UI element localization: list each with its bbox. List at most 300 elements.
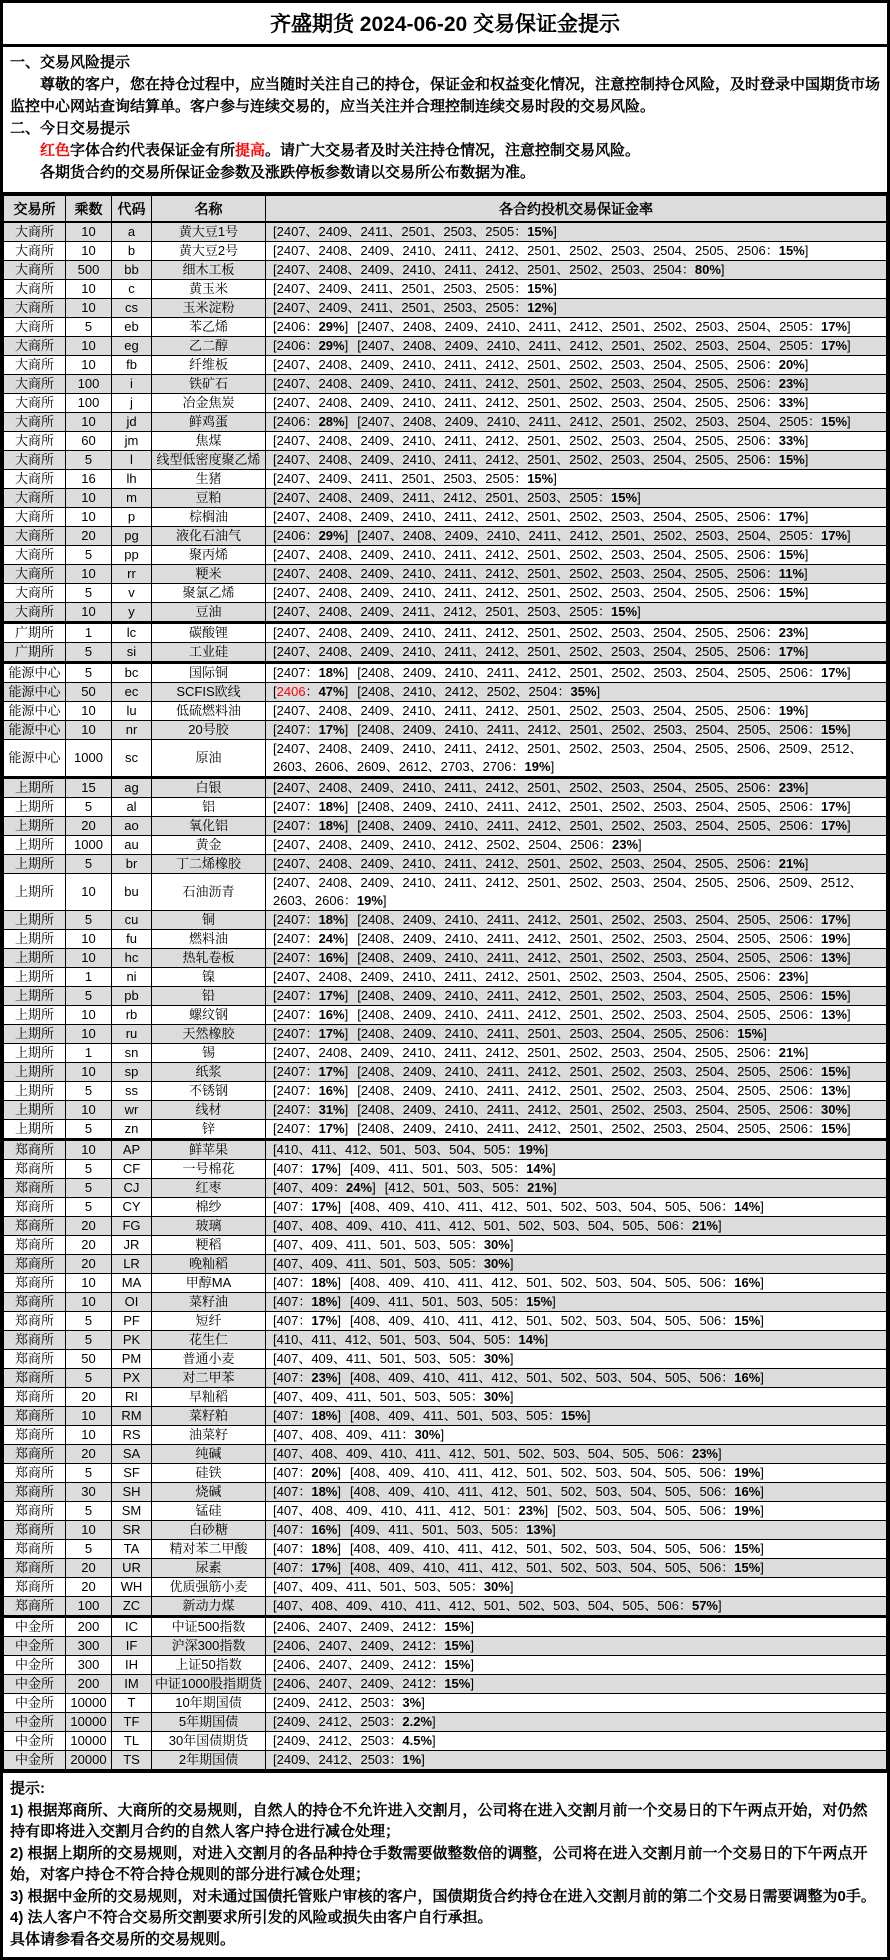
exchange-cell: 中金所 xyxy=(4,1732,66,1751)
margin-rate: 18% xyxy=(311,1275,338,1290)
margin-rates-cell xyxy=(266,778,887,798)
code-cell: IC xyxy=(112,1617,152,1637)
margin-rate: 30% xyxy=(483,1237,510,1252)
table-row xyxy=(4,242,887,261)
margin-rates-cell xyxy=(266,375,887,394)
exchange-cell: 中金所 xyxy=(4,1675,66,1694)
margin-segment: [407：17%] xyxy=(273,1199,341,1214)
contract-list: 2408、2409、2410、2411、2412、2501、2502、2503、2504、2505、2506 xyxy=(360,988,808,1003)
multiplier-cell: 5 xyxy=(66,1464,112,1483)
margin-segment: [408、409、410、411、412、501、502、503、504、505、506：16%] xyxy=(350,1484,764,1499)
table-row xyxy=(4,1217,887,1236)
margin-rate: 31% xyxy=(318,1102,345,1117)
table-row xyxy=(4,1293,887,1312)
margin-rates-cell xyxy=(266,1445,887,1464)
margin-segment: [407：18%] xyxy=(273,1408,341,1423)
name-cell: 原油 xyxy=(152,740,266,778)
name-cell: 5年期国债 xyxy=(152,1713,266,1732)
margin-rates-cell xyxy=(266,721,887,740)
margin-segment: [2408、2409、2410、2411、2412、2501、2502、2503、2504、2505、2506：17%] xyxy=(357,799,851,814)
margin-segment: [2408、2410、2412、2502、2504：35%] xyxy=(357,684,601,699)
margin-segment: [2407、2408、2409、2410、2411、2412、2501、2502、2503、2504、2505、2506：19%] xyxy=(273,703,809,718)
margin-rate: 20% xyxy=(778,357,805,372)
contract-list: 2407、2408、2409、2410、2411、2412、2501、2502、2503、2504、2505 xyxy=(360,528,808,543)
table-row xyxy=(4,930,887,949)
code-cell: br xyxy=(112,855,152,874)
margin-segment: [407、409、411、501、503、505：30%] xyxy=(273,1351,514,1366)
margin-segment: [2407、2409、2411、2501、2503、2505：12%] xyxy=(273,300,557,315)
exchange-cell: 中金所 xyxy=(4,1713,66,1732)
margin-rates-cell xyxy=(266,318,887,337)
margin-segment: [2407：16%] xyxy=(273,1083,349,1098)
margin-rates-cell xyxy=(266,1597,887,1617)
table-row xyxy=(4,836,887,855)
contract-list: 2408、2409、2410、2411、2412、2501、2502、2503、2504、2505、2506 xyxy=(360,818,808,833)
multiplier-cell: 10000 xyxy=(66,1732,112,1751)
exchange-cell: 大商所 xyxy=(4,261,66,280)
contract-list: 407、409、411、501、503、505 xyxy=(276,1389,471,1404)
table-row xyxy=(4,1751,887,1770)
code-cell: TF xyxy=(112,1713,152,1732)
margin-segment: [2407、2409、2411、2501、2503、2505：15%] xyxy=(273,471,557,486)
exchange-cell: 中金所 xyxy=(4,1694,66,1713)
name-cell: 10年期国债 xyxy=(152,1694,266,1713)
margin-segment: [407、408、409、410、411、412、501、502、503、504、505、506：57%] xyxy=(273,1598,722,1613)
name-cell: 菜籽粕 xyxy=(152,1407,266,1426)
multiplier-cell: 5 xyxy=(66,1540,112,1559)
margin-rate: 35% xyxy=(570,684,597,699)
exchange-cell: 上期所 xyxy=(4,874,66,911)
multiplier-cell: 5 xyxy=(66,584,112,603)
multiplier-cell: 10 xyxy=(66,1025,112,1044)
margin-segment: [2407、2408、2409、2410、2411、2412、2501、2502、2503、2504、2505、2506：21%] xyxy=(273,1045,809,1060)
margin-rate: 18% xyxy=(318,912,345,927)
margin-segment: [2408、2409、2410、2411、2412、2501、2502、2503、2504、2505、2506：17%] xyxy=(357,912,851,927)
name-cell: 黄金 xyxy=(152,836,266,855)
margin-rates-cell xyxy=(266,1140,887,1160)
code-cell: m xyxy=(112,489,152,508)
margin-rate: 15% xyxy=(821,722,848,737)
margin-rates-cell xyxy=(266,1637,887,1656)
margin-segment: [407：16%] xyxy=(273,1522,341,1537)
table-row xyxy=(4,740,887,778)
exchange-cell: 上期所 xyxy=(4,1101,66,1120)
multiplier-cell: 10 xyxy=(66,1426,112,1445)
multiplier-cell: 20 xyxy=(66,1578,112,1597)
contract-list: 2407 xyxy=(276,818,306,833)
code-cell: fb xyxy=(112,356,152,375)
margin-segment: [2407、2408、2409、2410、2411、2412、2501、2502、2503、2504、2505、2506：33%] xyxy=(273,433,809,448)
name-cell: 焦煤 xyxy=(152,432,266,451)
contract-list: 2408、2409、2410、2411、2412、2501、2502、2503、2504、2505、2506 xyxy=(360,665,808,680)
margin-segment: [2406、2407、2409、2412：15%] xyxy=(273,1619,474,1634)
exchange-cell: 郑商所 xyxy=(4,1388,66,1407)
exchange-cell: 上期所 xyxy=(4,949,66,968)
margin-rates-cell xyxy=(266,1388,887,1407)
code-cell: bc xyxy=(112,663,152,683)
code-cell: IH xyxy=(112,1656,152,1675)
name-cell: 精对苯二甲酸 xyxy=(152,1540,266,1559)
margin-rate: 18% xyxy=(318,665,345,680)
margin-segment: [2406：29%] xyxy=(273,338,349,353)
margin-rate: 19% xyxy=(778,703,805,718)
exchange-cell: 上期所 xyxy=(4,1063,66,1082)
margin-rates-cell xyxy=(266,489,887,508)
margin-rate: 24% xyxy=(346,1180,373,1195)
multiplier-cell: 10 xyxy=(66,565,112,584)
name-cell: 碳酸锂 xyxy=(152,623,266,643)
multiplier-cell: 10 xyxy=(66,603,112,623)
table-row xyxy=(4,603,887,623)
margin-segment: [2406：29%] xyxy=(273,528,349,543)
margin-segment: [2409、2412、2503：1%] xyxy=(273,1752,425,1767)
exchange-cell: 上期所 xyxy=(4,987,66,1006)
code-cell: UR xyxy=(112,1559,152,1578)
contract-list: 407 xyxy=(276,1408,299,1423)
margin-rate: 15% xyxy=(821,1121,848,1136)
exchange-cell: 郑商所 xyxy=(4,1521,66,1540)
exchange-cell: 郑商所 xyxy=(4,1540,66,1559)
name-cell: 黄玉米 xyxy=(152,280,266,299)
margin-rate: 23% xyxy=(778,969,805,984)
exchange-cell: 上期所 xyxy=(4,911,66,930)
margin-segment: [407：18%] xyxy=(273,1484,341,1499)
contract-list: 407、408、409、411 xyxy=(276,1427,402,1442)
exchange-cell: 郑商所 xyxy=(4,1369,66,1388)
margin-rates-cell xyxy=(266,451,887,470)
margin-rates-cell xyxy=(266,1255,887,1274)
margin-segment: [2408、2409、2410、2411、2412、2501、2502、2503、2504、2505、2506：19%] xyxy=(357,931,851,946)
margin-rate: 18% xyxy=(311,1484,338,1499)
margin-rates-cell xyxy=(266,1369,887,1388)
contract-list: 2407、2408、2409、2410、2411、2412、2501、2502、2503、2504 xyxy=(276,262,682,277)
margin-segment: [2407、2408、2409、2410、2411、2412、2501、2502、2503、2504、2505：17%] xyxy=(357,319,851,334)
table-row xyxy=(4,968,887,987)
red-text-segment: 提高 xyxy=(235,142,266,159)
code-cell: rb xyxy=(112,1006,152,1025)
code-cell: eb xyxy=(112,318,152,337)
code-cell: c xyxy=(112,280,152,299)
margin-segment: [2408、2409、2410、2411、2501、2503、2504、2505、2506：15%] xyxy=(357,1026,767,1041)
margin-rate: 57% xyxy=(691,1598,718,1613)
table-row xyxy=(4,1502,887,1521)
contract-list: 408、409、410、411、412、501、502、503、504、505、506 xyxy=(353,1313,722,1328)
table-row xyxy=(4,1521,887,1540)
multiplier-cell: 10 xyxy=(66,1006,112,1025)
margin-rate: 23% xyxy=(518,1503,545,1518)
contract-list: 2406 xyxy=(276,338,306,353)
contract-list: 2407 xyxy=(276,1083,306,1098)
table-row xyxy=(4,1101,887,1120)
margin-rates-cell xyxy=(266,623,887,643)
contract-list: 2407 xyxy=(276,722,306,737)
margin-rates-cell xyxy=(266,584,887,603)
margin-segment: [2407、2408、2409、2410、2411、2412、2501、2502、2503、2504、2505、2506：11%] xyxy=(273,566,808,581)
margin-rate: 15% xyxy=(611,490,638,505)
margin-rate: 18% xyxy=(318,799,345,814)
margin-rate: 12% xyxy=(527,300,554,315)
margin-rates-cell xyxy=(266,603,887,623)
margin-rate: 15% xyxy=(821,988,848,1003)
exchange-cell: 郑商所 xyxy=(4,1160,66,1179)
multiplier-cell: 10 xyxy=(66,930,112,949)
code-cell: rr xyxy=(112,565,152,584)
margin-segment: [407、409、411、501、503、505：30%] xyxy=(273,1256,514,1271)
contract-list: 2408、2409、2410、2411、2412、2501、2502、2503、2504、2505、2506 xyxy=(360,799,808,814)
multiplier-cell: 10 xyxy=(66,1407,112,1426)
table-row xyxy=(4,375,887,394)
margin-rates-cell xyxy=(266,432,887,451)
margin-rates-cell xyxy=(266,1617,887,1637)
code-cell: pb xyxy=(112,987,152,1006)
exchange-cell: 大商所 xyxy=(4,318,66,337)
margin-rate: 15% xyxy=(444,1619,471,1634)
multiplier-cell: 1000 xyxy=(66,740,112,778)
exchange-cell: 能源中心 xyxy=(4,721,66,740)
table-row xyxy=(4,1140,887,1160)
table-row xyxy=(4,1637,887,1656)
exchange-cell: 郑商所 xyxy=(4,1445,66,1464)
contract-list: 407、409、411、501、503、505 xyxy=(276,1579,471,1594)
multiplier-cell: 50 xyxy=(66,1350,112,1369)
multiplier-cell: 5 xyxy=(66,1120,112,1140)
margin-rates-cell xyxy=(266,949,887,968)
margin-segment: [2407、2408、2409、2410、2411、2412、2501、2502、2503、2504、2505、2506：15%] xyxy=(273,585,809,600)
margin-rate: 17% xyxy=(311,1199,338,1214)
margin-rate: 18% xyxy=(311,1541,338,1556)
exchange-cell: 郑商所 xyxy=(4,1350,66,1369)
multiplier-cell: 5 xyxy=(66,911,112,930)
contract-list: 2407、2408、2409、2411、2412、2501、2503、2505 xyxy=(276,604,599,619)
code-cell: PM xyxy=(112,1350,152,1369)
margin-segment: [2407：17%] xyxy=(273,988,349,1003)
contract-list: 2406 xyxy=(276,319,306,334)
margin-rate: 17% xyxy=(821,799,848,814)
multiplier-cell: 10 xyxy=(66,949,112,968)
name-cell: 30年国债期货 xyxy=(152,1732,266,1751)
margin-rates-cell xyxy=(266,1063,887,1082)
margin-rate: 17% xyxy=(318,1064,345,1079)
multiplier-cell: 10 xyxy=(66,337,112,356)
exchange-cell: 郑商所 xyxy=(4,1483,66,1502)
code-cell: nr xyxy=(112,721,152,740)
table-row xyxy=(4,222,887,242)
exchange-cell: 郑商所 xyxy=(4,1312,66,1331)
margin-rate: 23% xyxy=(778,376,805,391)
margin-rates-cell xyxy=(266,1483,887,1502)
code-cell: TS xyxy=(112,1751,152,1770)
name-cell: 线型低密度聚乙烯 xyxy=(152,451,266,470)
table-row xyxy=(4,1388,887,1407)
code-cell: i xyxy=(112,375,152,394)
table-row xyxy=(4,413,887,432)
margin-segment: [2407、2409、2411、2501、2503、2505：15%] xyxy=(273,281,557,296)
contract-list: 2407、2408、2409、2410、2411、2412、2501、2502、2503、2504、2505 xyxy=(360,319,808,334)
margin-rate: 18% xyxy=(318,818,345,833)
code-cell: RM xyxy=(112,1407,152,1426)
contract-list: 2409、2412、2503 xyxy=(276,1714,390,1729)
contract-list: 2407 xyxy=(276,931,306,946)
exchange-cell: 中金所 xyxy=(4,1637,66,1656)
exchange-cell: 郑商所 xyxy=(4,1274,66,1293)
table-row xyxy=(4,855,887,874)
margin-rates-cell xyxy=(266,740,887,778)
margin-segment: [2407：17%] xyxy=(273,1026,349,1041)
margin-rate: 23% xyxy=(612,837,639,852)
name-cell: SCFIS欧线 xyxy=(152,683,266,702)
exchange-cell: 上期所 xyxy=(4,968,66,987)
margin-rate: 17% xyxy=(821,528,848,543)
contract-list: 408、409、410、411、412、501、502、503、504、505、506 xyxy=(353,1370,722,1385)
contract-list: 2406、2407、2409、2412 xyxy=(276,1657,432,1672)
margin-segment: [407：17%] xyxy=(273,1560,341,1575)
name-cell: 纤维板 xyxy=(152,356,266,375)
name-cell: 油菜籽 xyxy=(152,1426,266,1445)
margin-segment: [408、409、410、411、412、501、502、503、504、505、506：16%] xyxy=(350,1275,764,1290)
name-cell: 石油沥青 xyxy=(152,874,266,911)
margin-rate: 16% xyxy=(318,950,345,965)
contract-list: 407、409 xyxy=(276,1180,334,1195)
code-cell: sn xyxy=(112,1044,152,1063)
contract-list: 2407、2408、2409、2410、2411、2412、2501、2502、2503、2504、2505、2506、2509、2512、2603、2606、2609、2612、2703、2706 xyxy=(273,741,863,774)
margin-rate: 18% xyxy=(311,1294,338,1309)
margin-segment: [408、409、411、501、503、505：15%] xyxy=(350,1408,591,1423)
margin-rate: 15% xyxy=(444,1638,471,1653)
multiplier-cell: 10 xyxy=(66,299,112,318)
name-cell: 玉米淀粉 xyxy=(152,299,266,318)
name-cell: 锡 xyxy=(152,1044,266,1063)
contract-list: 407 xyxy=(276,1484,299,1499)
multiplier-cell: 15 xyxy=(66,778,112,798)
exchange-cell: 郑商所 xyxy=(4,1198,66,1217)
name-cell: 铁矿石 xyxy=(152,375,266,394)
exchange-cell: 上期所 xyxy=(4,1044,66,1063)
name-cell: 乙二醇 xyxy=(152,337,266,356)
code-cell: lu xyxy=(112,702,152,721)
margin-rate: 23% xyxy=(311,1370,338,1385)
margin-rates-cell xyxy=(266,1293,887,1312)
margin-rate: 19% xyxy=(356,893,383,908)
margin-rates-cell xyxy=(266,1120,887,1140)
contract-list: 2408、2409、2410、2411、2412、2501、2502、2503、2504、2505、2506 xyxy=(360,912,808,927)
multiplier-cell: 10 xyxy=(66,222,112,242)
exchange-cell: 郑商所 xyxy=(4,1559,66,1578)
margin-rates-cell xyxy=(266,1331,887,1350)
footer-heading: 提示: xyxy=(10,1780,45,1797)
margin-rate: 17% xyxy=(311,1313,338,1328)
multiplier-cell: 100 xyxy=(66,375,112,394)
contract-list: 2408、2409、2410、2411、2412、2501、2502、2503、2504、2505、2506 xyxy=(360,722,808,737)
margin-rate: 19% xyxy=(524,759,551,774)
exchange-cell: 郑商所 xyxy=(4,1426,66,1445)
table-row xyxy=(4,356,887,375)
contract-list: 409、411、501、503、505 xyxy=(353,1522,514,1537)
margin-segment: [407、408、409、411：30%] xyxy=(273,1427,445,1442)
name-cell: 氧化铝 xyxy=(152,817,266,836)
table-row xyxy=(4,1369,887,1388)
multiplier-cell: 200 xyxy=(66,1675,112,1694)
contract-list: 2407、2408、2409、2410、2411、2412、2501、2502、2503、2504、2505 xyxy=(360,414,808,429)
name-cell: 2年期国债 xyxy=(152,1751,266,1770)
margin-segment: [2407、2408、2409、2410、2411、2412、2501、2502、2503、2504、2505、2506：15%] xyxy=(273,243,809,258)
multiplier-cell: 10 xyxy=(66,508,112,527)
margin-segment: [2407、2408、2409、2410、2411、2412、2501、2502、2503、2504、2505、2506：23%] xyxy=(273,376,809,391)
table-row xyxy=(4,1082,887,1101)
contract-list: 2407、2408、2409、2410、2411、2412、2501、2502、2503、2504、2505、2506 xyxy=(276,357,766,372)
margin-rate: 15% xyxy=(560,1408,587,1423)
table-row xyxy=(4,817,887,836)
multiplier-cell: 50 xyxy=(66,683,112,702)
name-cell: 普通小麦 xyxy=(152,1350,266,1369)
contract-list: 407 xyxy=(276,1541,299,1556)
multiplier-cell: 200 xyxy=(66,1617,112,1637)
margin-rate: 17% xyxy=(778,509,805,524)
contract-list: 2406 xyxy=(276,414,306,429)
name-cell: 白砂糖 xyxy=(152,1521,266,1540)
margin-segment: [407、408、409、410、411、412、501、502、503、504、505、506：21%] xyxy=(273,1218,722,1233)
code-cell: SR xyxy=(112,1521,152,1540)
margin-rate: 15% xyxy=(611,604,638,619)
multiplier-cell: 5 xyxy=(66,855,112,874)
exchange-cell: 大商所 xyxy=(4,394,66,413)
margin-segment: [408、409、410、411、412、501、502、503、504、505、506：19%] xyxy=(350,1465,764,1480)
margin-rate: 15% xyxy=(734,1541,761,1556)
table-row xyxy=(4,911,887,930)
contract-list: 407、409、411、501、503、505 xyxy=(276,1237,471,1252)
code-cell: RS xyxy=(112,1426,152,1445)
margin-segment: [2407：17%] xyxy=(273,1121,349,1136)
name-cell: 菜籽油 xyxy=(152,1293,266,1312)
table-row xyxy=(4,261,887,280)
table-row xyxy=(4,1540,887,1559)
margin-rate: 4.5% xyxy=(402,1733,433,1748)
margin-rates-cell xyxy=(266,1350,887,1369)
contract-list: 407 xyxy=(276,1313,299,1328)
margin-rates-cell xyxy=(266,874,887,911)
contract-list: 2408、2409、2410、2411、2412、2501、2502、2503、2504、2505、2506 xyxy=(360,1007,808,1022)
margin-segment: [2407：17%] xyxy=(273,722,349,737)
header-margin-rates: 各合约投机交易保证金率 xyxy=(266,196,887,223)
code-cell: y xyxy=(112,603,152,623)
margin-segment: [2409、2412、2503：4.5%] xyxy=(273,1733,436,1748)
margin-segment: [407：18%] xyxy=(273,1275,341,1290)
multiplier-cell: 5 xyxy=(66,798,112,817)
contract-list: 2408、2409、2410、2411、2412、2501、2502、2503、2504、2505、2506 xyxy=(360,1121,808,1136)
margin-rate: 23% xyxy=(778,780,805,795)
table-row xyxy=(4,683,887,702)
margin-segment: [407、409、411、501、503、505：30%] xyxy=(273,1579,514,1594)
margin-segment: [407：18%] xyxy=(273,1541,341,1556)
code-cell: RI xyxy=(112,1388,152,1407)
margin-rate: 19% xyxy=(734,1503,761,1518)
contract-list: 407、409、411、501、503、505 xyxy=(276,1351,471,1366)
exchange-cell: 郑商所 xyxy=(4,1293,66,1312)
code-cell: eg xyxy=(112,337,152,356)
contract-list: 407 xyxy=(276,1199,299,1214)
margin-segment: [2407、2409、2411、2501、2503、2505：15%] xyxy=(273,224,557,239)
contract-list: 408、409、410、411、412、501、502、503、504、505、506 xyxy=(353,1541,722,1556)
contract-list: 408、409、410、411、412、501、502、503、504、505、506 xyxy=(353,1560,722,1575)
exchange-params-note: 各期货合约的交易所保证金参数及涨跌停板参数请以交易所公布数据为准。 xyxy=(40,164,536,181)
multiplier-cell: 5 xyxy=(66,1082,112,1101)
margin-segment: [2407：24%] xyxy=(273,931,349,946)
margin-segment: [408、409、410、411、412、501、502、503、504、505、506：15%] xyxy=(350,1560,764,1575)
margin-rates-cell xyxy=(266,1236,887,1255)
margin-segment: [407、408、409、410、411、412、501、502、503、504、505、506：23%] xyxy=(273,1446,722,1461)
margin-segment: [2406：47%] xyxy=(273,684,349,699)
margin-rates-cell xyxy=(266,798,887,817)
contract-list: 407、408、409、410、411、412、501、502、503、504、505、506 xyxy=(276,1218,679,1233)
